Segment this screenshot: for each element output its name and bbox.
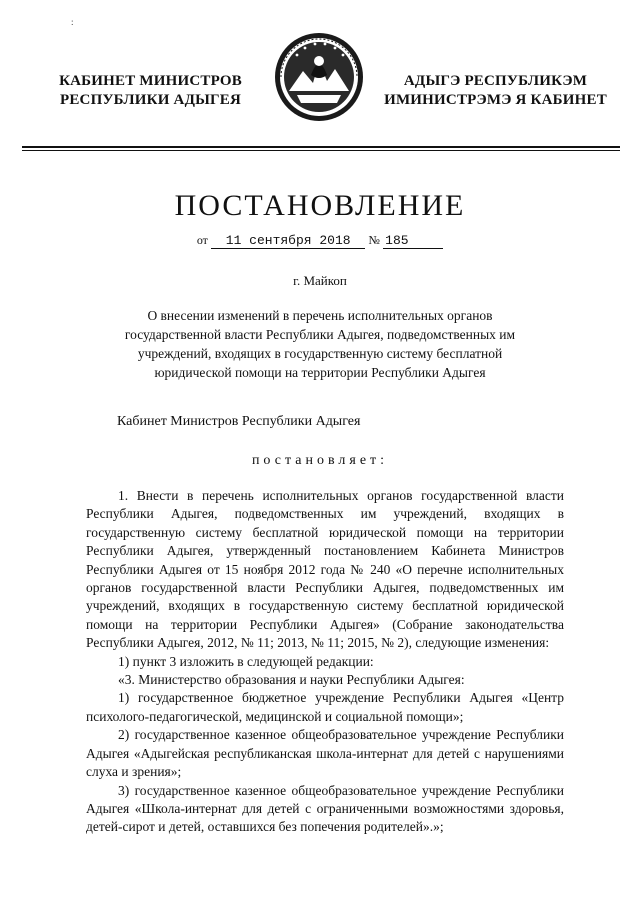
header-left (58, 72, 243, 110)
coat-of-arms-seal-icon (273, 31, 365, 123)
paragraph-6: 3) государственное казенное общеобразовательное учреждение Республики Адыгея «Школа-интернат для детей с ограниченными возможностями здоровья, детей-сирот и детей, оставшихся без попечения родителей».»; (86, 782, 564, 835)
header-right (383, 72, 608, 110)
date-number-line (0, 232, 640, 249)
header-right-line2: ИМИНИСТРЭМЭ Я КАБИНЕТ (384, 92, 607, 108)
date-prefix: от (196, 233, 208, 247)
paragraph-1: 1. Внести в перечень исполнительных органов государственной власти Республики Адыгея, подведомственных им учреждений, входящих в государственную систему бесплатной юридической помощи на территории Республики Адыгея, утвержденный постановлением Кабинета Министров Республики Адыгея от 15 ноября 2012 года № 240 «О перечне исполнительных органов государственной власти Республики Адыгея, подведомственных им учреждений, входящих в государственную систему бесплатной юридической помощи на территории Республики Адыгея» (Собрание законодательства Республики Адыгея, 2012, № 11; 2013, № 11; 2015, № 2), следующие изменения: (86, 488, 564, 651)
paragraph-2: 1) пункт 3 изложить в следующей редакции: (118, 653, 374, 669)
header-right-line1: АДЫГЭ РЕСПУБЛИКЭМ (403, 73, 588, 89)
issuing-body: Кабинет Министров Республики Адыгея (117, 414, 361, 429)
document-number: 185 (383, 233, 443, 249)
paragraph-5: 2) государственное казенное общеобразовательное учреждение Республики Адыгея «Адыгейская республиканская школа-интернат для детей с нарушениями слуха и зрения»; (86, 727, 564, 780)
paragraph-4: 1) государственное бюджетное учреждение Республики Адыгея «Центр психолого-педагогической, медицинской и социальной помощи»; (86, 690, 564, 724)
header-rule-thin (22, 150, 620, 151)
decrees-word: постановляет: (251, 453, 389, 468)
header-left-line2: РЕСПУБЛИКИ АДЫГЕЯ (59, 92, 242, 108)
document-title: ПОСТАНОВЛЕНИЕ (174, 189, 466, 222)
number-prefix: № (368, 233, 380, 247)
header-rule-thick (22, 146, 620, 148)
city: г. Майкоп (293, 273, 347, 288)
document-subject: О внесении изменений в перечень исполнительных органов государственной власти Республики Адыгея, подведомственных им учреждений, входящих в государственную систему бесплатной юридической помощи на территории Республики Адыгея (124, 308, 516, 380)
scan-mark: : (71, 17, 74, 27)
header-left-line1: КАБИНЕТ МИНИСТРОВ (59, 73, 242, 89)
document-date: 11 сентября 2018 (211, 233, 365, 249)
paragraph-3: «3. Министерство образования и науки Республики Адыгея: (118, 672, 465, 688)
document-body (86, 487, 564, 837)
